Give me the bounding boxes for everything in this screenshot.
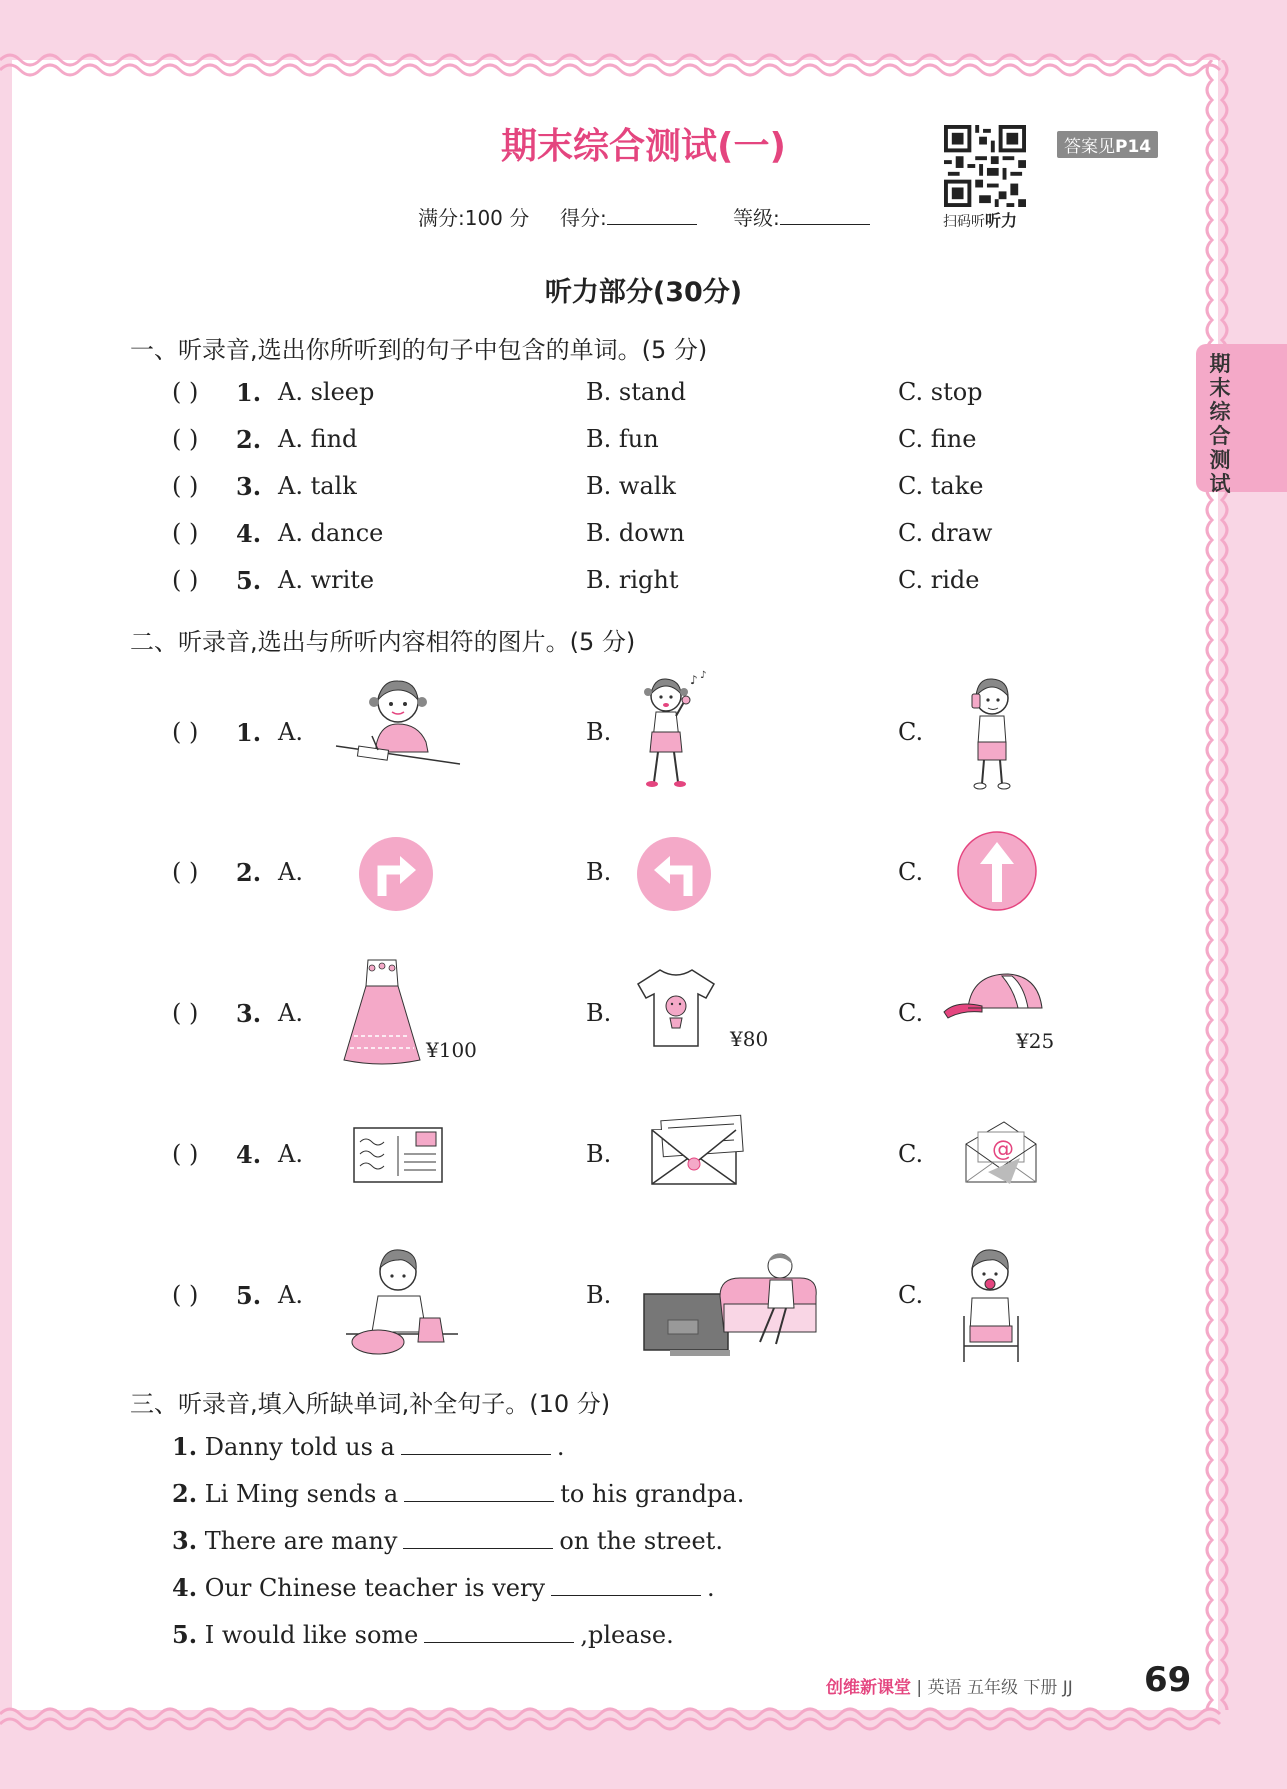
question-number: 3. <box>236 999 262 1028</box>
question-number: 4. <box>236 519 262 548</box>
option-c-label: C. <box>898 999 924 1027</box>
turn-right-sign-icon[interactable] <box>358 836 434 912</box>
question-number: 3. <box>236 472 262 501</box>
option-b-label: B. <box>586 1140 612 1168</box>
option-a-label: A. <box>278 1140 303 1168</box>
answer-reference-badge: 答案见P14 <box>1057 131 1158 158</box>
cap-price: ¥25 <box>1016 1029 1055 1053</box>
option-a: A. sleep <box>278 378 375 406</box>
question-number: 4. <box>172 1573 198 1602</box>
question-number: 2. <box>236 858 262 887</box>
girl-on-phone-icon[interactable] <box>958 672 1022 794</box>
option-b: B. fun <box>586 425 659 453</box>
fill-in-sentence <box>172 1432 564 1461</box>
answer-blank[interactable] <box>401 1432 551 1455</box>
question-number: 5. <box>172 1620 198 1649</box>
t-shirt-icon[interactable] <box>636 966 716 1050</box>
option-c: C. stop <box>898 378 983 406</box>
boy-watching-tv-icon[interactable] <box>640 1252 820 1360</box>
option-c: C. fine <box>898 425 977 453</box>
option-c-label: C. <box>898 1281 924 1309</box>
option-c-label: C. <box>898 858 924 886</box>
fill-in-sentence <box>172 1526 723 1555</box>
sentence-end: . <box>707 1574 715 1602</box>
option-a: A. find <box>278 425 358 453</box>
answer-bracket[interactable]: ( ) <box>172 519 199 547</box>
section1-title: 一、听录音,选出你所听到的句子中包含的单词。(5 分) <box>130 336 708 364</box>
svg-text:@: @ <box>992 1137 1014 1162</box>
section2-title: 二、听录音,选出与所听内容相符的图片。(5 分) <box>130 628 636 656</box>
dress-icon[interactable] <box>340 956 424 1068</box>
fill-in-sentence <box>172 1573 715 1602</box>
option-b-label: B. <box>586 999 612 1027</box>
sentence-end: ,please. <box>580 1621 674 1649</box>
page-number: 69 <box>1144 1660 1192 1700</box>
sentence-end: on the street. <box>559 1527 723 1555</box>
sentence-start: Our Chinese teacher is very <box>204 1574 546 1602</box>
answer-bracket[interactable]: ( ) <box>172 718 199 746</box>
answer-bracket[interactable]: ( ) <box>172 566 199 594</box>
go-straight-sign-icon[interactable] <box>956 830 1038 912</box>
question-number: 1. <box>172 1432 198 1461</box>
answer-bracket[interactable]: ( ) <box>172 999 199 1027</box>
option-a-label: A. <box>278 999 303 1027</box>
answer-bracket[interactable]: ( ) <box>172 1140 199 1168</box>
letter-icon[interactable] <box>650 1114 746 1188</box>
cap-icon[interactable] <box>942 970 1046 1030</box>
boy-eating-icon[interactable] <box>956 1246 1024 1366</box>
sentence-start: I would like some <box>204 1621 419 1649</box>
question-number: 5. <box>236 1281 262 1310</box>
sentence-start: Danny told us a <box>204 1433 395 1461</box>
fill-in-sentence <box>172 1479 744 1508</box>
answer-blank[interactable] <box>403 1526 553 1549</box>
qr-code-icon[interactable] <box>944 125 1026 207</box>
option-b: B. walk <box>586 472 676 500</box>
fill-in-sentence <box>172 1620 674 1649</box>
option-c: C. take <box>898 472 984 500</box>
option-a-label: A. <box>278 1281 303 1309</box>
question-number: 1. <box>236 718 262 747</box>
option-b: B. down <box>586 519 685 547</box>
svg-text:♪: ♪ <box>700 670 707 681</box>
qr-caption: 扫码听听力 <box>943 211 1018 230</box>
answer-blank[interactable] <box>424 1620 574 1643</box>
option-a-label: A. <box>278 718 303 746</box>
option-c: C. ride <box>898 566 980 594</box>
sentence-start: There are many <box>204 1527 398 1555</box>
side-tab-label: 期末综合测试 <box>1209 352 1231 496</box>
option-b: B. right <box>586 566 679 594</box>
option-b-label: B. <box>586 1281 612 1309</box>
option-a: A. dance <box>278 519 384 547</box>
sentence-end: . <box>556 1433 565 1461</box>
question-number: 5. <box>236 566 262 595</box>
question-number: 2. <box>236 425 262 454</box>
dress-price: ¥100 <box>426 1038 477 1062</box>
answer-bracket[interactable]: ( ) <box>172 1281 199 1309</box>
question-number: 2. <box>172 1479 198 1508</box>
option-a-label: A. <box>278 858 303 886</box>
top-wavy-border <box>0 44 1287 84</box>
girl-writing-icon[interactable] <box>332 676 464 768</box>
sentence-end: to his grandpa. <box>560 1480 745 1508</box>
option-b-label: B. <box>586 858 612 886</box>
t-shirt-price: ¥80 <box>730 1027 769 1051</box>
question-number: 3. <box>172 1526 198 1555</box>
answer-blank[interactable] <box>404 1479 554 1502</box>
footer-info: 创维新课堂 | 英语 五年级 下册 JJ <box>826 1678 1073 1698</box>
score-field[interactable]: 得分: <box>560 202 697 231</box>
turn-left-sign-icon[interactable] <box>636 836 712 912</box>
boy-cooking-icon[interactable] <box>344 1246 460 1360</box>
option-a: A. write <box>278 566 375 594</box>
option-c-label: C. <box>898 718 924 746</box>
answer-bracket[interactable]: ( ) <box>172 425 199 453</box>
option-c: C. draw <box>898 519 993 547</box>
page-title: 期末综合测试(一) <box>501 126 786 167</box>
listening-section-title: 听力部分(30分) <box>544 277 743 308</box>
option-b: B. stand <box>586 378 686 406</box>
svg-text:♪: ♪ <box>690 673 698 687</box>
email-icon[interactable] <box>960 1114 1040 1194</box>
section3-title: 三、听录音,填入所缺单词,补全句子。(10 分) <box>130 1390 611 1418</box>
answer-bracket[interactable]: ( ) <box>172 858 199 886</box>
question-number: 4. <box>236 1140 262 1169</box>
answer-bracket[interactable]: ( ) <box>172 472 199 500</box>
answer-blank[interactable] <box>551 1573 701 1596</box>
option-b-label: B. <box>586 718 612 746</box>
option-c-label: C. <box>898 1140 924 1168</box>
answer-bracket[interactable]: ( ) <box>172 378 199 406</box>
question-number: 1. <box>236 378 262 407</box>
grade-field[interactable]: 等级: <box>733 202 870 231</box>
girl-singing-icon[interactable] <box>636 670 710 792</box>
sentence-start: Li Ming sends a <box>204 1480 399 1508</box>
full-score-text: 满分:100 分 <box>418 206 530 230</box>
postcard-icon[interactable] <box>352 1122 444 1186</box>
option-a: A. talk <box>278 472 357 500</box>
bottom-wavy-border <box>0 1700 1287 1740</box>
